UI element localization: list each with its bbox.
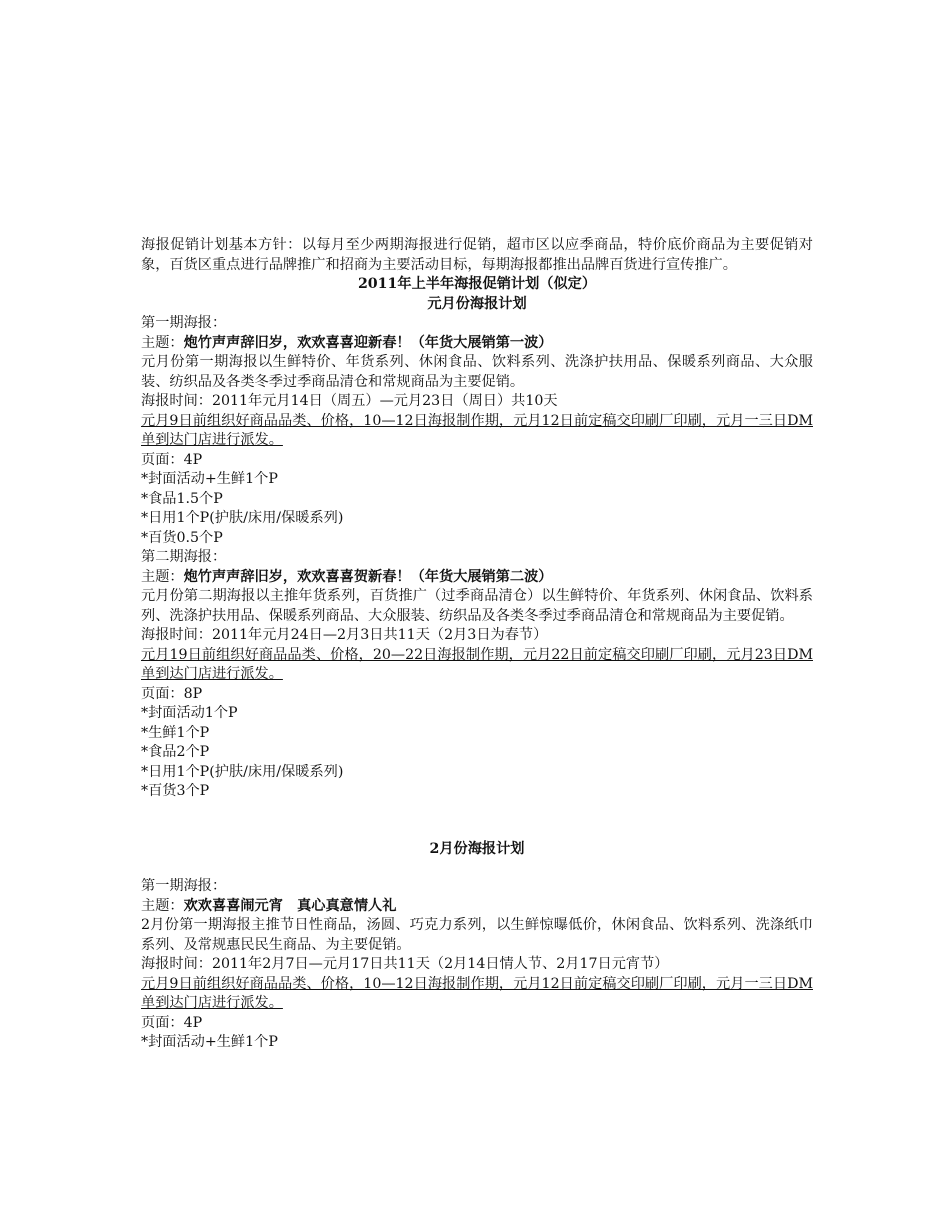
jan-issue1-pages: 页面：4P: [141, 451, 203, 468]
jan-issue1-theme: 炮竹声声辞旧岁，欢欢喜喜迎新春！（年货大展销第一波）: [183, 334, 553, 351]
feb-issue1-pages: 页面：4P: [141, 1014, 203, 1031]
jan-issue1-desc: 元月份第一期海报以生鲜特价、年货系列、休闲食品、饮料系列、洗涤护扶用品、保暖系列商品、大众服装、纺织品及各类冬季过季商品清仓和常规商品为主要促销。: [141, 354, 813, 390]
jan-issue1-theme-line: [141, 334, 813, 354]
list-item: *食品2个P: [141, 744, 210, 760]
feb-issue1-theme: 欢欢喜喜闹元宵 真心真意情人礼: [183, 897, 397, 914]
document-page: [141, 236, 813, 1053]
jan-issue1-time: 海报时间：2011年元月14日（周五）—元月23日（周日）共10天: [141, 393, 558, 409]
feb-issue1-schedule: 元月9日前组织好商品品类、价格，10—12日海报制作期，元月12日前定稿交印刷厂印刷，元月一三日DM单到达门店进行派发。: [141, 975, 813, 1011]
list-item: *百货0.5个P: [141, 529, 223, 546]
spacer: [141, 859, 813, 877]
jan-issue2-theme: 炮竹声声辞旧岁，欢欢喜喜贺新春！（年货大展销第二波）: [183, 568, 553, 585]
intro-paragraph: 海报促销计划基本方针：以每月至少两期海报进行促销，超市区以应季商品，特价底价商品为主要促销对象，百货区重点进行品牌推广和招商为主要活动目标，每期海报都推出品牌百货进行宣传推广。: [141, 237, 813, 273]
jan-heading: 元月份海报计划: [427, 295, 527, 312]
theme-prefix: 主题：: [141, 568, 184, 585]
feb-issue1-label: 第一期海报：: [141, 878, 227, 894]
document-title: 2011年上半年海报促销计划（似定）: [357, 276, 597, 292]
feb-issue1-desc: 2月份第一期海报主推节日性商品，汤圆、巧克力系列，以生鲜惊曝低价，休闲食品、饮料系列、洗涤纸巾系列、及常规惠民民生商品、为主要促销。: [141, 917, 813, 953]
jan-issue1-label: 第一期海报：: [141, 315, 227, 331]
jan-issue2-theme-line: [141, 568, 813, 588]
feb-issue1-time: 海报时间：2011年2月7日—元月17日共11天（2月14日情人节、2月17日元宵节）: [141, 956, 669, 972]
jan-issue2-schedule: 元月19日前组织好商品品类、价格，20—22日海报制作期，元月22日前定稿交印刷厂印刷，元月23日DM单到达门店进行派发。: [141, 646, 813, 682]
list-item: *生鲜1个P: [141, 724, 210, 741]
list-item: *日用1个P(护肤/床用/保暖系列): [141, 763, 344, 780]
jan-issue2-time: 海报时间：2011年元月24日—2月3日共11天（2月3日为春节）: [141, 627, 548, 643]
theme-prefix: 主题：: [141, 897, 184, 914]
list-item: *封面活动+生鲜1个P: [141, 471, 278, 487]
spacer: [141, 802, 813, 840]
list-item: *百货3个P: [141, 783, 210, 799]
list-item: *食品1.5个P: [141, 490, 223, 507]
list-item: *封面活动+生鲜1个P: [141, 1034, 278, 1050]
jan-issue1-schedule: 元月9日前组织好商品品类、价格，10—12日海报制作期，元月12日前定稿交印刷厂印刷，元月一三日DM单到达门店进行派发。: [141, 412, 813, 448]
feb-issue1-theme-line: [141, 897, 813, 917]
list-item: *日用1个P(护肤/床用/保暖系列): [141, 510, 344, 526]
jan-issue2-label: 第二期海报：: [141, 549, 227, 565]
theme-prefix: 主题：: [141, 334, 184, 351]
jan-issue2-pages: 页面：8P: [141, 685, 203, 702]
list-item: *封面活动1个P: [141, 705, 238, 721]
feb-heading: 2月份海报计划: [429, 840, 525, 857]
jan-issue2-desc: 元月份第二期海报以主推年货系列，百货推广（过季商品清仓）以生鲜特价、年货系列、休闲食品、饮料系列、洗涤护扶用品、保暖系列商品、大众服装、纺织品及各类冬季过季商品清仓和常规商品为主要促销。: [141, 588, 813, 624]
